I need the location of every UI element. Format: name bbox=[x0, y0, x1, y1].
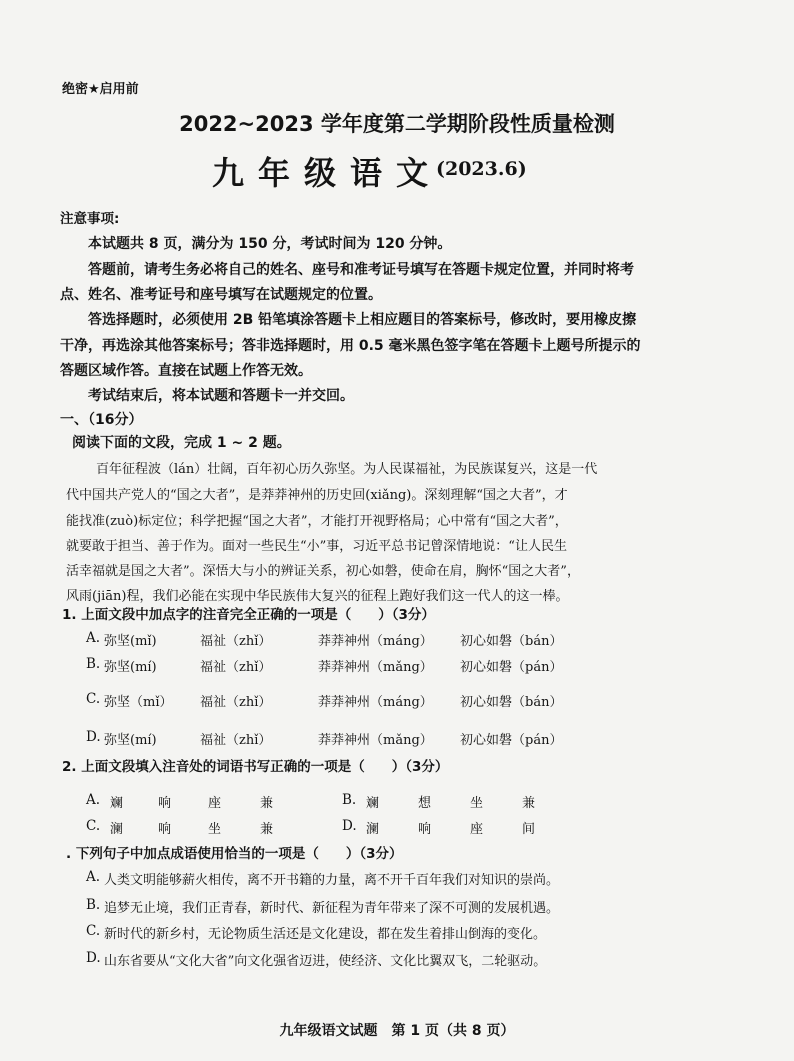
q1-option-item: 福祉（zhǐ） bbox=[200, 660, 272, 675]
confidential-label: 绝密★启用前 bbox=[62, 82, 139, 97]
exam-date: (2023.6) bbox=[436, 158, 527, 180]
q3-option-label: B. bbox=[86, 897, 101, 913]
q3-option-text: 新时代的新乡村，无论物质生活还是文化建设，都在发生着排山倒海的变化。 bbox=[104, 927, 547, 942]
q2-option-item: 兼 bbox=[260, 822, 274, 837]
passage-line: 风雨(jiān)程，我们必能在实现中华民族伟大复兴的征程上跑好我们这一代人的这一棒。 bbox=[66, 589, 569, 604]
q1-option-item: 初心如磐（bán） bbox=[460, 634, 563, 649]
note-line: 点、姓名、准考证号和座号填写在试题规定的位置。 bbox=[60, 287, 382, 303]
q1-option-label: B. bbox=[86, 656, 101, 672]
q1-option-item: 弥坚（mǐ） bbox=[104, 695, 173, 710]
question-3-stem: . 下列句子中加点成语使用恰当的一项是（ ）（3分） bbox=[66, 846, 403, 862]
q2-option-item: 斓 bbox=[366, 796, 380, 811]
exam-title: 2022~2023 学年度第二学期阶段性质量检测 bbox=[179, 112, 615, 136]
q2-option-item: 兼 bbox=[260, 796, 274, 811]
note-line: 答选择题时，必须使用 2B 铅笔填涂答题卡上相应题目的答案标号，修改时，要用橡皮擦 bbox=[88, 312, 637, 328]
question-2-stem: 2. 上面文段填入注音处的词语书写正确的一项是（ ）（3分） bbox=[62, 759, 449, 775]
q1-option-item: 初心如磐（pán） bbox=[460, 660, 563, 675]
q2-option-item: 澜 bbox=[366, 822, 380, 837]
q1-option-item: 莽莽神州（máng） bbox=[318, 634, 433, 649]
q1-option-item: 福祉（zhǐ） bbox=[200, 695, 272, 710]
section-instruction: 阅读下面的文段，完成 1 ~ 2 题。 bbox=[72, 435, 291, 451]
subject-title: 九年级语文 bbox=[212, 154, 443, 192]
passage-line: 百年征程波（lán）壮阔，百年初心历久弥坚。为人民谋福祉，为民族谋复兴，这是一代 bbox=[96, 462, 598, 477]
q1-option-item: 弥坚(mí) bbox=[104, 660, 157, 675]
q1-option-item: 弥坚(mí) bbox=[104, 733, 157, 748]
q2-option-label: A. bbox=[86, 792, 101, 808]
note-line: 干净，再选涂其他答案标号；答非选择题时，用 0.5 毫米黑色签字笔在答题卡上题号所提示的 bbox=[60, 338, 641, 354]
q2-option-item: 想 bbox=[418, 796, 432, 811]
q1-option-label: D. bbox=[86, 729, 101, 745]
page-footer: 九年级语文试题 第 1 页（共 8 页） bbox=[279, 1023, 515, 1039]
q1-option-item: 初心如磐（pán） bbox=[460, 733, 563, 748]
q2-option-item: 兼 bbox=[522, 796, 536, 811]
notes-heading: 注意事项: bbox=[60, 211, 120, 227]
passage-line: 就要敢于担当、善于作为。面对一些民生“小”事，习近平总书记曾深情地说：“让人民生 bbox=[66, 539, 567, 554]
q2-option-item: 响 bbox=[418, 822, 432, 837]
q1-option-item: 弥坚(mǐ) bbox=[104, 634, 157, 649]
q2-option-item: 澜 bbox=[110, 822, 124, 837]
q2-option-item: 响 bbox=[158, 796, 172, 811]
q1-option-item: 莽莽神州（mǎng） bbox=[318, 660, 433, 675]
note-line: 考试结束后，将本试题和答题卡一并交回。 bbox=[88, 388, 354, 404]
q3-option-label: A. bbox=[86, 869, 101, 885]
note-line: 答题前，请考生务必将自己的姓名、座号和准考证号填写在答题卡规定位置，并同时将考 bbox=[88, 262, 634, 278]
q1-option-item: 福祉（zhǐ） bbox=[200, 733, 272, 748]
passage-line: 活幸福就是国之大者”。深悟大与小的辨证关系，初心如磐，使命在肩，胸怀“国之大者”， bbox=[66, 564, 580, 579]
q2-option-item: 响 bbox=[158, 822, 172, 837]
q2-option-item: 间 bbox=[522, 822, 536, 837]
q2-option-label: D. bbox=[342, 818, 357, 834]
q2-option-item: 坐 bbox=[470, 796, 484, 811]
q1-option-item: 莽莽神州（máng） bbox=[318, 695, 433, 710]
q3-option-text: 人类文明能够薪火相传，离不开书籍的力量，离不开千百年我们对知识的崇尚。 bbox=[104, 873, 560, 888]
q2-option-label: C. bbox=[86, 818, 101, 834]
passage-line: 代中国共产党人的“国之大者”，是莽莽神州的历史回(xiǎng)。深刻理解“国之大者”，才 bbox=[66, 488, 568, 503]
q2-option-item: 坐 bbox=[208, 822, 222, 837]
section-heading: 一、（16分） bbox=[60, 412, 143, 428]
q3-option-label: D. bbox=[86, 950, 101, 966]
q1-option-item: 福祉（zhǐ） bbox=[200, 634, 272, 649]
note-line: 本试题共 8 页，满分为 150 分，考试时间为 120 分钟。 bbox=[88, 236, 452, 252]
q2-option-label: B. bbox=[342, 792, 357, 808]
q2-option-item: 座 bbox=[208, 796, 222, 811]
q3-option-text: 追梦无止境，我们正青春，新时代、新征程为青年带来了深不可测的发展机遇。 bbox=[104, 901, 560, 916]
q1-option-label: A. bbox=[86, 630, 101, 646]
q1-option-item: 莽莽神州（mǎng） bbox=[318, 733, 433, 748]
q1-option-item: 初心如磐（bán） bbox=[460, 695, 563, 710]
q3-option-label: C. bbox=[86, 923, 101, 939]
q2-option-item: 斓 bbox=[110, 796, 124, 811]
question-1-stem: 1. 上面文段中加点字的注音完全正确的一项是（ ）（3分） bbox=[62, 607, 435, 623]
note-line: 答题区域作答。直接在试题上作答无效。 bbox=[60, 363, 312, 379]
q2-option-item: 座 bbox=[470, 822, 484, 837]
q1-option-label: C. bbox=[86, 691, 101, 707]
q3-option-text: 山东省要从“文化大省”向文化强省迈进，使经济、文化比翼双飞，二轮驱动。 bbox=[104, 954, 547, 969]
passage-line: 能找准(zuò)标定位；科学把握“国之大者”，才能打开视野格局；心中常有“国之大者”， bbox=[66, 514, 568, 529]
